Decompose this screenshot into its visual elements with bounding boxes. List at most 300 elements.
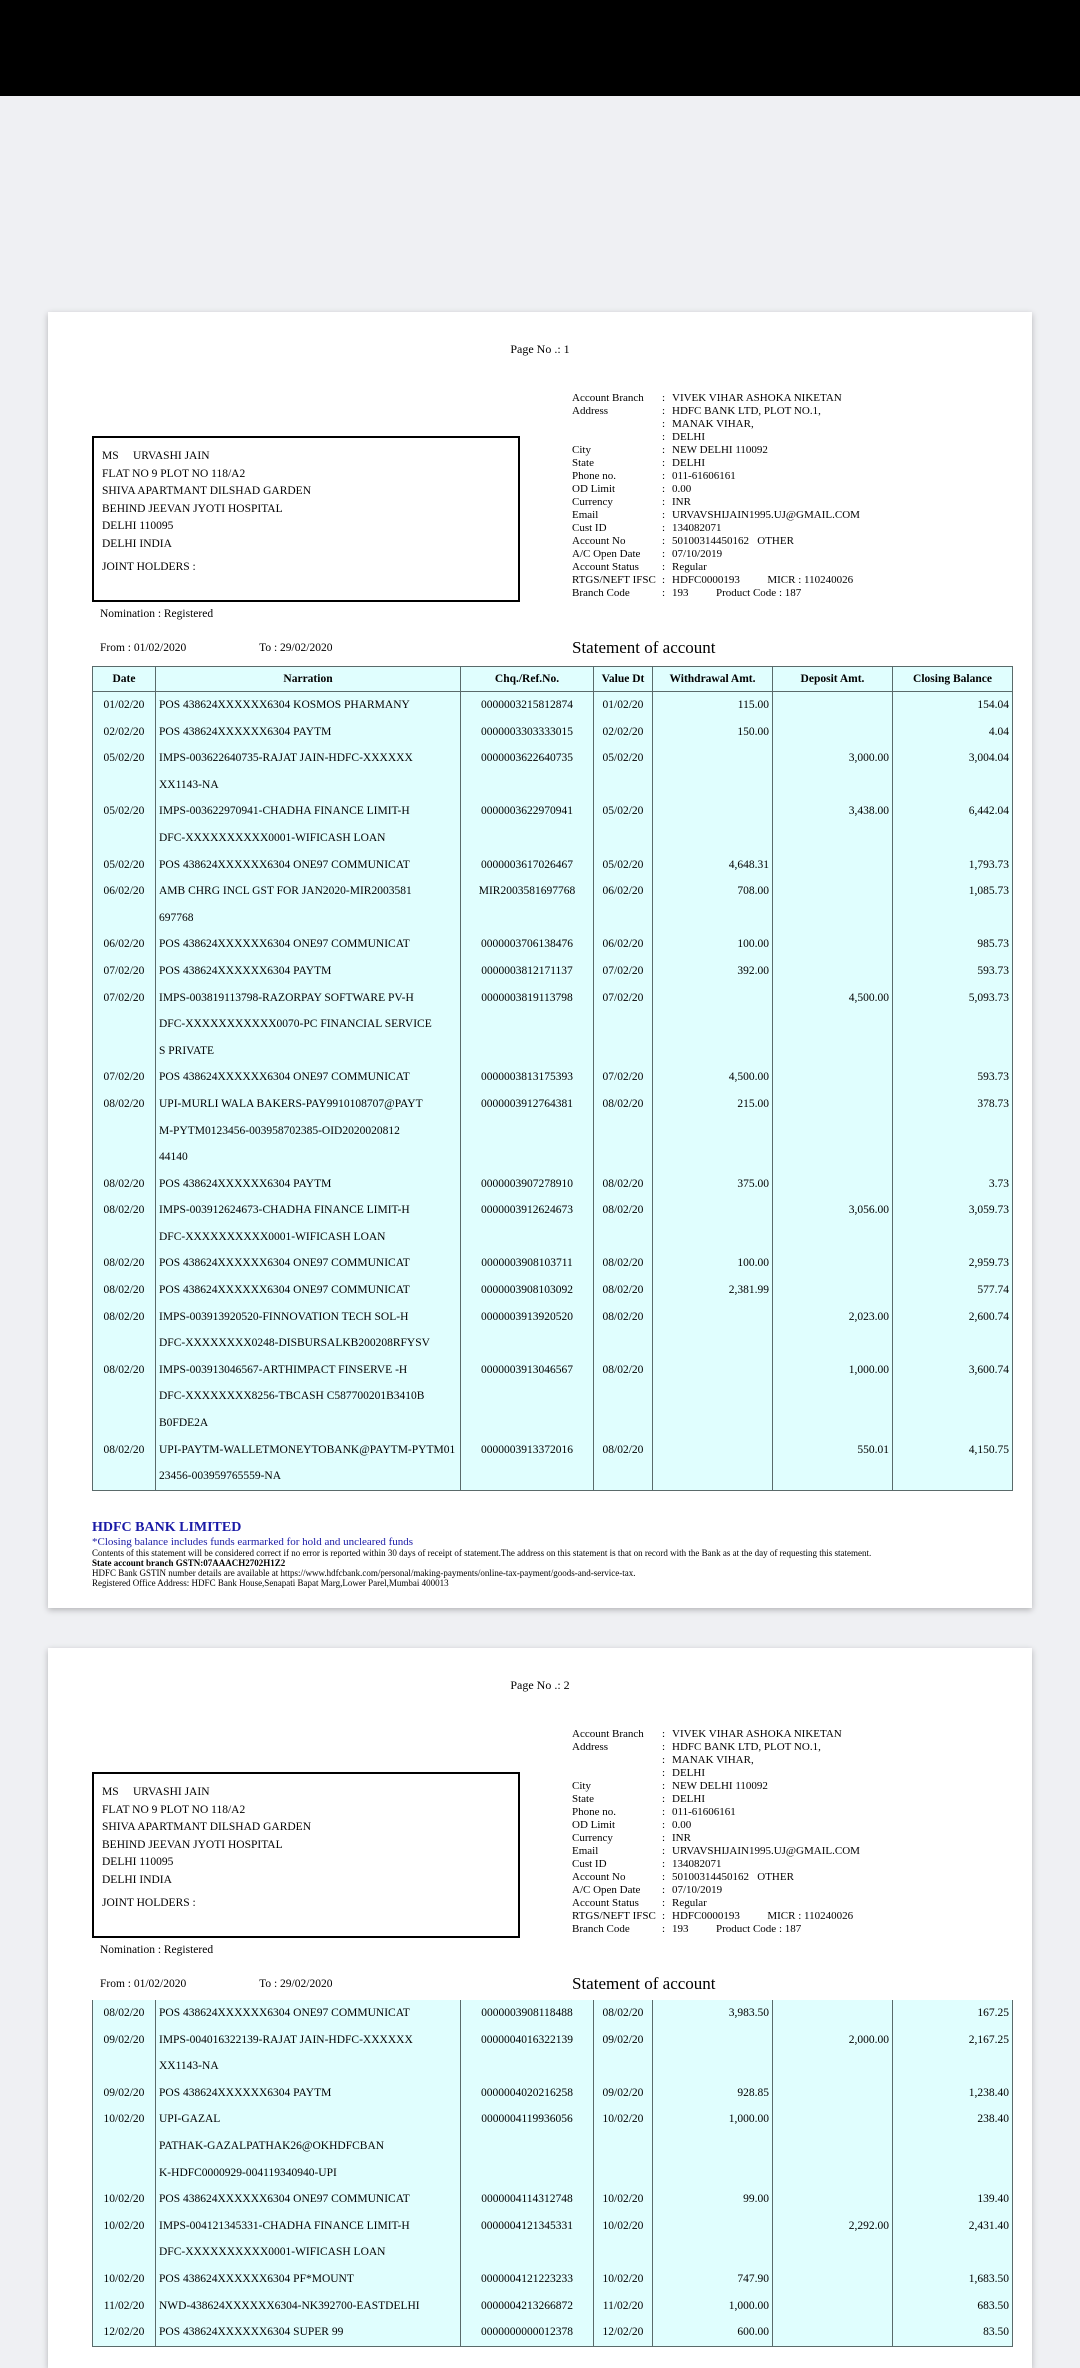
table-cell: 12/02/20 [93, 2319, 156, 2346]
table-cell: 0000003622970941 [461, 798, 594, 825]
table-row [93, 931, 1013, 958]
branch-info-row [572, 535, 860, 548]
branch-info-label: Cust ID [572, 1858, 607, 1870]
colon: : [662, 561, 666, 573]
table-cell: 2,431.40 [893, 2213, 1013, 2240]
colon: : [662, 1910, 666, 1922]
table-cell: 08/02/20 [594, 1357, 653, 1384]
table-cell [893, 772, 1013, 799]
branch-info-label: Cust ID [572, 522, 607, 534]
table-cell: 5,093.73 [893, 985, 1013, 1012]
statement-title: Statement of account [572, 638, 716, 657]
table-row [93, 985, 1013, 1012]
branch-info-value: 134082071 [672, 1858, 722, 1870]
table-cell: 392.00 [653, 958, 773, 985]
table-cell [653, 1118, 773, 1145]
branch-info-label: Account Status [572, 561, 639, 573]
table-cell: 83.50 [893, 2319, 1013, 2346]
table-cell: 100.00 [653, 931, 773, 958]
address-line: SHIVA APARTMANT DILSHAD GARDEN [102, 485, 312, 497]
table-cell: 577.74 [893, 1277, 1013, 1304]
table-cell [773, 1144, 893, 1171]
table-cell: 08/02/20 [594, 1277, 653, 1304]
table-cell: POS 438624XXXXXX6304 ONE97 COMMUNICAT [156, 1277, 461, 1304]
table-cell: 05/02/20 [594, 852, 653, 879]
table-cell: 07/02/20 [93, 958, 156, 985]
branch-info-value: DELHI [672, 431, 705, 443]
table-cell: 11/02/20 [93, 2293, 156, 2320]
branch-info-row [572, 587, 860, 600]
table-cell [773, 878, 893, 905]
table-cell [893, 1224, 1013, 1251]
table-cell: 600.00 [653, 2319, 773, 2346]
table-row [93, 852, 1013, 879]
table-cell [461, 1118, 594, 1145]
table-cell: 4,500.00 [653, 1064, 773, 1091]
table-cell [461, 1144, 594, 1171]
table-cell [893, 905, 1013, 932]
colon: : [662, 587, 666, 599]
table-cell [773, 2106, 893, 2133]
table-row [93, 2239, 1013, 2266]
table-cell [773, 2319, 893, 2346]
colon: : [662, 535, 666, 547]
table-cell [461, 1410, 594, 1437]
table-cell [773, 2000, 893, 2027]
table-cell [653, 1437, 773, 1464]
table-row [93, 905, 1013, 932]
table-row [93, 878, 1013, 905]
table-cell: 115.00 [653, 692, 773, 719]
table-cell [93, 1224, 156, 1251]
transactions-table [92, 2000, 1013, 2347]
branch-info-row [572, 1884, 860, 1897]
branch-info-value: Regular [672, 561, 707, 573]
colon: : [662, 483, 666, 495]
table-cell: XX1143-NA [156, 772, 461, 799]
branch-info-row [572, 470, 860, 483]
table-cell [773, 719, 893, 746]
table-cell: POS 438624XXXXXX6304 KOSMOS PHARMANY [156, 692, 461, 719]
table-cell: 09/02/20 [93, 2080, 156, 2107]
from-date: From : 01/02/2020 [100, 1978, 187, 1990]
branch-info-row [572, 1780, 860, 1793]
table-cell [653, 2213, 773, 2240]
branch-info-label: Branch Code [572, 1923, 630, 1935]
table-cell: POS 438624XXXXXX6304 SUPER 99 [156, 2319, 461, 2346]
table-cell: IMPS-004121345331-CHADHA FINANCE LIMIT-H [156, 2213, 461, 2240]
address-line: FLAT NO 9 PLOT NO 118/A2 [102, 1803, 246, 1816]
table-cell [773, 1091, 893, 1118]
table-cell: 10/02/20 [594, 2106, 653, 2133]
table-cell [773, 1064, 893, 1091]
table-cell [893, 1038, 1013, 1065]
table-cell: 0000003908118488 [461, 2000, 594, 2027]
branch-info-label: Address [572, 405, 609, 417]
branch-info-label: A/C Open Date [572, 548, 641, 560]
branch-info-row [572, 431, 860, 444]
table-cell: 01/02/20 [594, 692, 653, 719]
branch-info-value: MANAK VIHAR, [672, 418, 754, 430]
table-cell: 08/02/20 [594, 1171, 653, 1198]
colon: : [662, 574, 666, 586]
table-cell [653, 798, 773, 825]
table-cell: 550.01 [773, 1437, 893, 1464]
table-cell: DFC-XXXXXXXX8256-TBCASH C587700201B3410B [156, 1383, 461, 1410]
branch-info-value: 07/10/2019 [672, 1884, 723, 1896]
table-cell: 06/02/20 [93, 878, 156, 905]
table-cell: 08/02/20 [93, 1091, 156, 1118]
address-line: DELHI 110095 [102, 1856, 174, 1868]
table-cell: 08/02/20 [594, 1250, 653, 1277]
table-row [93, 1383, 1013, 1410]
table-cell: POS 438624XXXXXX6304 ONE97 COMMUNICAT [156, 2000, 461, 2027]
colon: : [662, 1754, 666, 1766]
table-cell: 08/02/20 [93, 1250, 156, 1277]
table-cell: 09/02/20 [594, 2080, 653, 2107]
table-cell: 4.04 [893, 719, 1013, 746]
table-cell [93, 1330, 156, 1357]
table-cell [594, 772, 653, 799]
table-row [93, 1410, 1013, 1437]
table-cell: POS 438624XXXXXX6304 ONE97 COMMUNICAT [156, 852, 461, 879]
table-cell [893, 1011, 1013, 1038]
table-cell: 10/02/20 [594, 2266, 653, 2293]
table-cell [773, 2266, 893, 2293]
table-cell: 100.00 [653, 1250, 773, 1277]
table-cell [653, 1383, 773, 1410]
to-date: To : 29/02/2020 [259, 642, 333, 654]
table-cell [653, 1144, 773, 1171]
address-line: BEHIND JEEVAN JYOTI HOSPITAL [102, 502, 283, 515]
table-cell [93, 1410, 156, 1437]
branch-info-row [572, 1819, 860, 1832]
statement-page-1 [48, 312, 1032, 1608]
transactions-table [92, 666, 1013, 1491]
table-cell [653, 1011, 773, 1038]
table-cell: M-PYTM0123456-003958702385-OID2020020812 [156, 1118, 461, 1145]
table-cell [773, 1011, 893, 1038]
table-cell: 08/02/20 [93, 1197, 156, 1224]
table-cell [461, 2160, 594, 2187]
branch-info-row [572, 509, 860, 522]
branch-info-label: Phone no. [572, 470, 616, 482]
table-cell: 44140 [156, 1144, 461, 1171]
table-row [93, 1437, 1013, 1464]
table-cell: 10/02/20 [594, 2213, 653, 2240]
branch-info-value: 0.00 [672, 483, 692, 495]
table-cell: MIR2003581697768 [461, 878, 594, 905]
table-cell: 0000003908103092 [461, 1277, 594, 1304]
table-cell: XX1143-NA [156, 2053, 461, 2080]
table-row [93, 1463, 1013, 1490]
table-cell [653, 2239, 773, 2266]
table-cell: 06/02/20 [93, 931, 156, 958]
table-cell: 05/02/20 [594, 745, 653, 772]
table-cell: 06/02/20 [594, 878, 653, 905]
table-cell: 0000003913372016 [461, 1437, 594, 1464]
table-cell: 0000004119936056 [461, 2106, 594, 2133]
table-cell: 0000003617026467 [461, 852, 594, 879]
table-cell: IMPS-003622640735-RAJAT JAIN-HDFC-XXXXXX [156, 745, 461, 772]
table-cell [594, 825, 653, 852]
registered-office: Registered Office Address: HDFC Bank House,Senapati Bapat Marg,Lower Parel,Mumbai 400013 [92, 1578, 449, 1588]
table-row [93, 958, 1013, 985]
branch-info-row [572, 574, 860, 587]
table-row [93, 1357, 1013, 1384]
branch-info-value: INR [672, 1832, 691, 1844]
table-row [93, 1250, 1013, 1277]
table-cell [653, 1357, 773, 1384]
joint-holders: JOINT HOLDERS : [102, 1897, 196, 1909]
table-cell: 697768 [156, 905, 461, 932]
table-cell: 1,238.40 [893, 2080, 1013, 2107]
branch-info-row [572, 1767, 860, 1780]
branch-info-row [572, 457, 860, 470]
column-header: Closing Balance [893, 667, 1013, 692]
from-date: From : 01/02/2020 [100, 642, 187, 654]
table-cell [653, 1463, 773, 1490]
branch-info-label: Branch Code [572, 587, 630, 599]
customer-address-box [92, 436, 520, 602]
branch-info [572, 1728, 860, 1936]
table-row [93, 2053, 1013, 2080]
gstin-info: HDFC Bank GSTIN number details are available at https://www.hdfcbank.com/personal/making-payments/online-tax-payment/goods-and-service-tax. [92, 1568, 636, 1578]
table-cell [653, 772, 773, 799]
table-cell [773, 1038, 893, 1065]
branch-info-row [572, 1910, 860, 1923]
table-cell: POS 438624XXXXXX6304 PAYTM [156, 2080, 461, 2107]
branch-info-value: VIVEK VIHAR ASHOKA NIKETAN [672, 1728, 842, 1740]
table-cell: 3.73 [893, 1171, 1013, 1198]
branch-info-value: 07/10/2019 [672, 548, 723, 560]
page-number: Page No .: 1 [510, 342, 570, 356]
table-cell: 1,000.00 [653, 2293, 773, 2320]
table-cell: DFC-XXXXXXXXXX0001-WIFICASH LOAN [156, 1224, 461, 1251]
branch-info-value: DELHI [672, 457, 705, 469]
table-cell: 2,000.00 [773, 2027, 893, 2054]
branch-info-label [572, 418, 662, 431]
table-cell: 12/02/20 [594, 2319, 653, 2346]
table-row [93, 1224, 1013, 1251]
table-cell: 3,056.00 [773, 1197, 893, 1224]
table-cell: 02/02/20 [594, 719, 653, 746]
table-cell: 3,600.74 [893, 1357, 1013, 1384]
table-cell: IMPS-003913920520-FINNOVATION TECH SOL-H [156, 1304, 461, 1331]
branch-info-row [572, 1871, 860, 1884]
table-cell [773, 772, 893, 799]
branch-info-label: Email [572, 1845, 599, 1857]
table-row [93, 1091, 1013, 1118]
table-cell: 0000003813175393 [461, 1064, 594, 1091]
table-cell: POS 438624XXXXXX6304 PF*MOUNT [156, 2266, 461, 2293]
table-cell [773, 2186, 893, 2213]
table-cell: 10/02/20 [93, 2186, 156, 2213]
table-row [93, 2266, 1013, 2293]
branch-info-label [572, 1767, 662, 1780]
table-cell [653, 745, 773, 772]
table-cell: 10/02/20 [594, 2186, 653, 2213]
table-cell: 375.00 [653, 1171, 773, 1198]
table-cell [653, 1197, 773, 1224]
table-cell [93, 2239, 156, 2266]
table-cell: 0000003622640735 [461, 745, 594, 772]
top-status-bar [0, 0, 1080, 96]
table-cell: IMPS-003912624673-CHADHA FINANCE LIMIT-H [156, 1197, 461, 1224]
table-cell [461, 1224, 594, 1251]
table-cell: 4,648.31 [653, 852, 773, 879]
table-cell [773, 1250, 893, 1277]
table-cell [653, 2160, 773, 2187]
table-row [93, 1277, 1013, 1304]
colon: : [662, 1858, 666, 1870]
table-cell [93, 2133, 156, 2160]
branch-info-label: Currency [572, 1832, 613, 1844]
statement-page-2 [48, 1648, 1032, 2368]
table-cell: 0000003913046567 [461, 1357, 594, 1384]
table-cell [773, 1410, 893, 1437]
table-cell: DFC-XXXXXXXX0248-DISBURSALKB200208RFYSV [156, 1330, 461, 1357]
table-cell [594, 1330, 653, 1357]
table-cell [594, 2053, 653, 2080]
table-row [93, 1011, 1013, 1038]
colon: : [662, 1897, 666, 1909]
table-cell [461, 2133, 594, 2160]
table-cell [594, 1011, 653, 1038]
branch-info-value: 011-61606161 [672, 1806, 736, 1818]
table-cell [773, 2080, 893, 2107]
table-cell: 10/02/20 [93, 2213, 156, 2240]
table-cell [773, 1330, 893, 1357]
table-cell [773, 825, 893, 852]
table-row [93, 2027, 1013, 2054]
table-cell [93, 1144, 156, 1171]
colon: : [662, 1780, 666, 1792]
nomination: Nomination : Registered [100, 608, 214, 620]
branch-info-value: DELHI [672, 1793, 705, 1805]
table-row [93, 1038, 1013, 1065]
branch-info-row [572, 1923, 860, 1936]
table-cell: 08/02/20 [594, 2000, 653, 2027]
colon: : [662, 1728, 666, 1740]
table-cell: 0000004114312748 [461, 2186, 594, 2213]
table-cell: K-HDFC0000929-004119340940-UPI [156, 2160, 461, 2187]
address-line: BEHIND JEEVAN JYOTI HOSPITAL [102, 1838, 283, 1851]
table-cell: 4,150.75 [893, 1437, 1013, 1464]
address-line: DELHI 110095 [102, 520, 174, 532]
table-cell: POS 438624XXXXXX6304 ONE97 COMMUNICAT [156, 1064, 461, 1091]
table-cell [461, 1383, 594, 1410]
table-cell: 06/02/20 [594, 931, 653, 958]
branch-info-label: Account Branch [572, 1728, 644, 1740]
bank-name: HDFC BANK LIMITED [92, 1520, 242, 1535]
branch-info-label: Account Status [572, 1897, 639, 1909]
branch-info-value: Regular [672, 1897, 707, 1909]
branch-info-row [572, 548, 860, 561]
table-cell: 23456-003959765559-NA [156, 1463, 461, 1490]
branch-info-row [572, 392, 860, 405]
table-cell [773, 1118, 893, 1145]
table-cell: 05/02/20 [93, 745, 156, 772]
table-cell: IMPS-003819113798-RAZORPAY SOFTWARE PV-H [156, 985, 461, 1012]
table-cell: 07/02/20 [93, 985, 156, 1012]
address-line: MS URVASHI JAIN [102, 450, 210, 462]
table-row [93, 1064, 1013, 1091]
branch-info-label: Account No [572, 1871, 626, 1883]
branch-info-value: INR [672, 496, 691, 508]
table-row [93, 692, 1013, 719]
branch-info-label: Account No [572, 535, 626, 547]
table-cell: 09/02/20 [594, 2027, 653, 2054]
table-cell: 0000004121223233 [461, 2266, 594, 2293]
table-cell: IMPS-003913046567-ARTHIMPACT FINSERVE -H [156, 1357, 461, 1384]
colon: : [662, 392, 666, 404]
colon: : [662, 1832, 666, 1844]
branch-info-value: 193 Product Code : 187 [672, 587, 802, 599]
branch-info-label: Account Branch [572, 392, 644, 404]
branch-info-value: NEW DELHI 110092 [672, 444, 768, 456]
table-cell: 99.00 [653, 2186, 773, 2213]
table-cell [594, 2239, 653, 2266]
table-cell [893, 1330, 1013, 1357]
table-cell [461, 1463, 594, 1490]
table-cell [461, 1011, 594, 1038]
address-line: SHIVA APARTMANT DILSHAD GARDEN [102, 1821, 312, 1833]
branch-info-value: 011-61606161 [672, 470, 736, 482]
branch-info-row [572, 1858, 860, 1871]
colon: : [662, 1845, 666, 1857]
table-cell [594, 1144, 653, 1171]
table-cell [893, 2133, 1013, 2160]
branch-info-value: HDFC BANK LTD, PLOT NO.1, [672, 1741, 821, 1753]
table-cell: 985.73 [893, 931, 1013, 958]
table-cell [893, 1144, 1013, 1171]
column-header: Value Dt [594, 667, 653, 692]
table-cell [653, 1038, 773, 1065]
table-cell [773, 2239, 893, 2266]
table-cell [594, 1383, 653, 1410]
table-cell: IMPS-004016322139-RAJAT JAIN-HDFC-XXXXXX [156, 2027, 461, 2054]
table-cell: 08/02/20 [594, 1091, 653, 1118]
table-cell [773, 852, 893, 879]
table-cell: 3,000.00 [773, 745, 893, 772]
table-cell: 07/02/20 [594, 985, 653, 1012]
table-cell [594, 1463, 653, 1490]
table-cell: UPI-GAZAL [156, 2106, 461, 2133]
table-cell: 08/02/20 [93, 1171, 156, 1198]
joint-holders: JOINT HOLDERS : [102, 561, 196, 573]
table-cell: 747.90 [653, 2266, 773, 2293]
table-header-row [93, 667, 1013, 692]
table-cell: 1,683.50 [893, 2266, 1013, 2293]
colon: : [662, 1819, 666, 1831]
branch-info-label [572, 1754, 662, 1767]
table-cell [773, 2133, 893, 2160]
table-cell: 08/02/20 [594, 1197, 653, 1224]
table-cell: UPI-MURLI WALA BAKERS-PAY9910108707@PAYT [156, 1091, 461, 1118]
table-cell: 0000004016322139 [461, 2027, 594, 2054]
table-cell [594, 1118, 653, 1145]
branch-info-value: DELHI [672, 1767, 705, 1779]
colon: : [662, 1923, 666, 1935]
table-cell: 07/02/20 [594, 958, 653, 985]
table-cell: 0000004020216258 [461, 2080, 594, 2107]
table-cell: 2,959.73 [893, 1250, 1013, 1277]
table-cell: 08/02/20 [93, 1437, 156, 1464]
address-line: FLAT NO 9 PLOT NO 118/A2 [102, 467, 246, 480]
table-cell [653, 825, 773, 852]
table-cell: 3,438.00 [773, 798, 893, 825]
